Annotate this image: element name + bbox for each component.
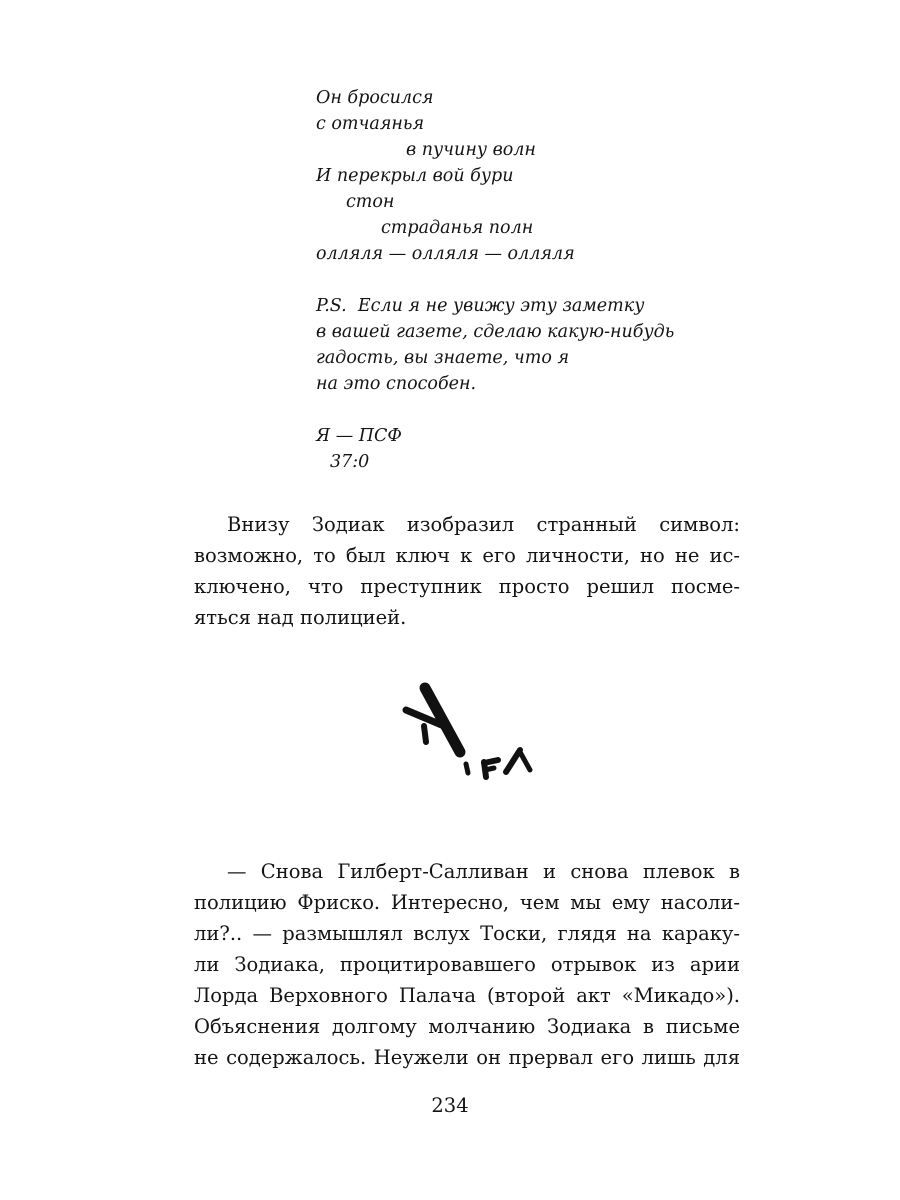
paragraph-line: Лорда Верховного Палача (второй акт «Микадо»). bbox=[194, 984, 740, 1007]
poem-line: в пучину волн bbox=[406, 140, 536, 160]
postscript-line: на это способен. bbox=[316, 374, 477, 394]
paragraph-line: Внизу Зодиак изобразил странный символ: bbox=[227, 513, 740, 536]
paragraph-line: возможно, то был ключ к его личности, но не ис- bbox=[194, 544, 740, 567]
postscript-line: P.S. Если я не увижу эту заметку bbox=[316, 296, 645, 316]
poem-line: стон bbox=[346, 192, 395, 212]
poem-line: олляля — олляля — олляля bbox=[316, 244, 575, 264]
paragraph-line: ли?.. — размышлял вслух Тоски, глядя на караку- bbox=[194, 922, 740, 945]
paragraph-symbol-description bbox=[194, 509, 740, 633]
poem-line: с отчаянья bbox=[316, 114, 425, 134]
poem-line: И перекрыл вой бури bbox=[316, 166, 514, 186]
signature-line: Я — ПСФ bbox=[316, 426, 402, 446]
paragraph-line: полицию Фриско. Интересно, чем мы ему насоли- bbox=[194, 891, 740, 914]
page-number: 234 bbox=[431, 1094, 469, 1117]
paragraph-line: Объяснения долгому молчанию Зодиака в письме bbox=[194, 1015, 740, 1038]
paragraph-toschi-comment bbox=[194, 856, 740, 1073]
paragraph-line: ли Зодиака, процитировавшего отрывок из арии bbox=[194, 953, 740, 976]
letter-poem bbox=[316, 85, 756, 475]
postscript-line: гадость, вы знаете, что я bbox=[316, 348, 570, 368]
paragraph-line: яться над полицией. bbox=[194, 606, 407, 629]
paragraph-line: — Снова Гилберт-Салливан и снова плевок в bbox=[227, 860, 740, 883]
paragraph-line: ключено, что преступник просто решил посме- bbox=[194, 575, 740, 598]
signature-line: 37:0 bbox=[330, 452, 370, 472]
poem-line: Он бросился bbox=[316, 88, 434, 108]
zodiac-symbol-icon bbox=[398, 680, 538, 780]
paragraph-line: не содержалось. Неужели он прервал его лишь для bbox=[194, 1046, 740, 1069]
poem-line: страданья полн bbox=[381, 218, 534, 238]
postscript-line: в вашей газете, сделаю какую-нибудь bbox=[316, 322, 675, 342]
